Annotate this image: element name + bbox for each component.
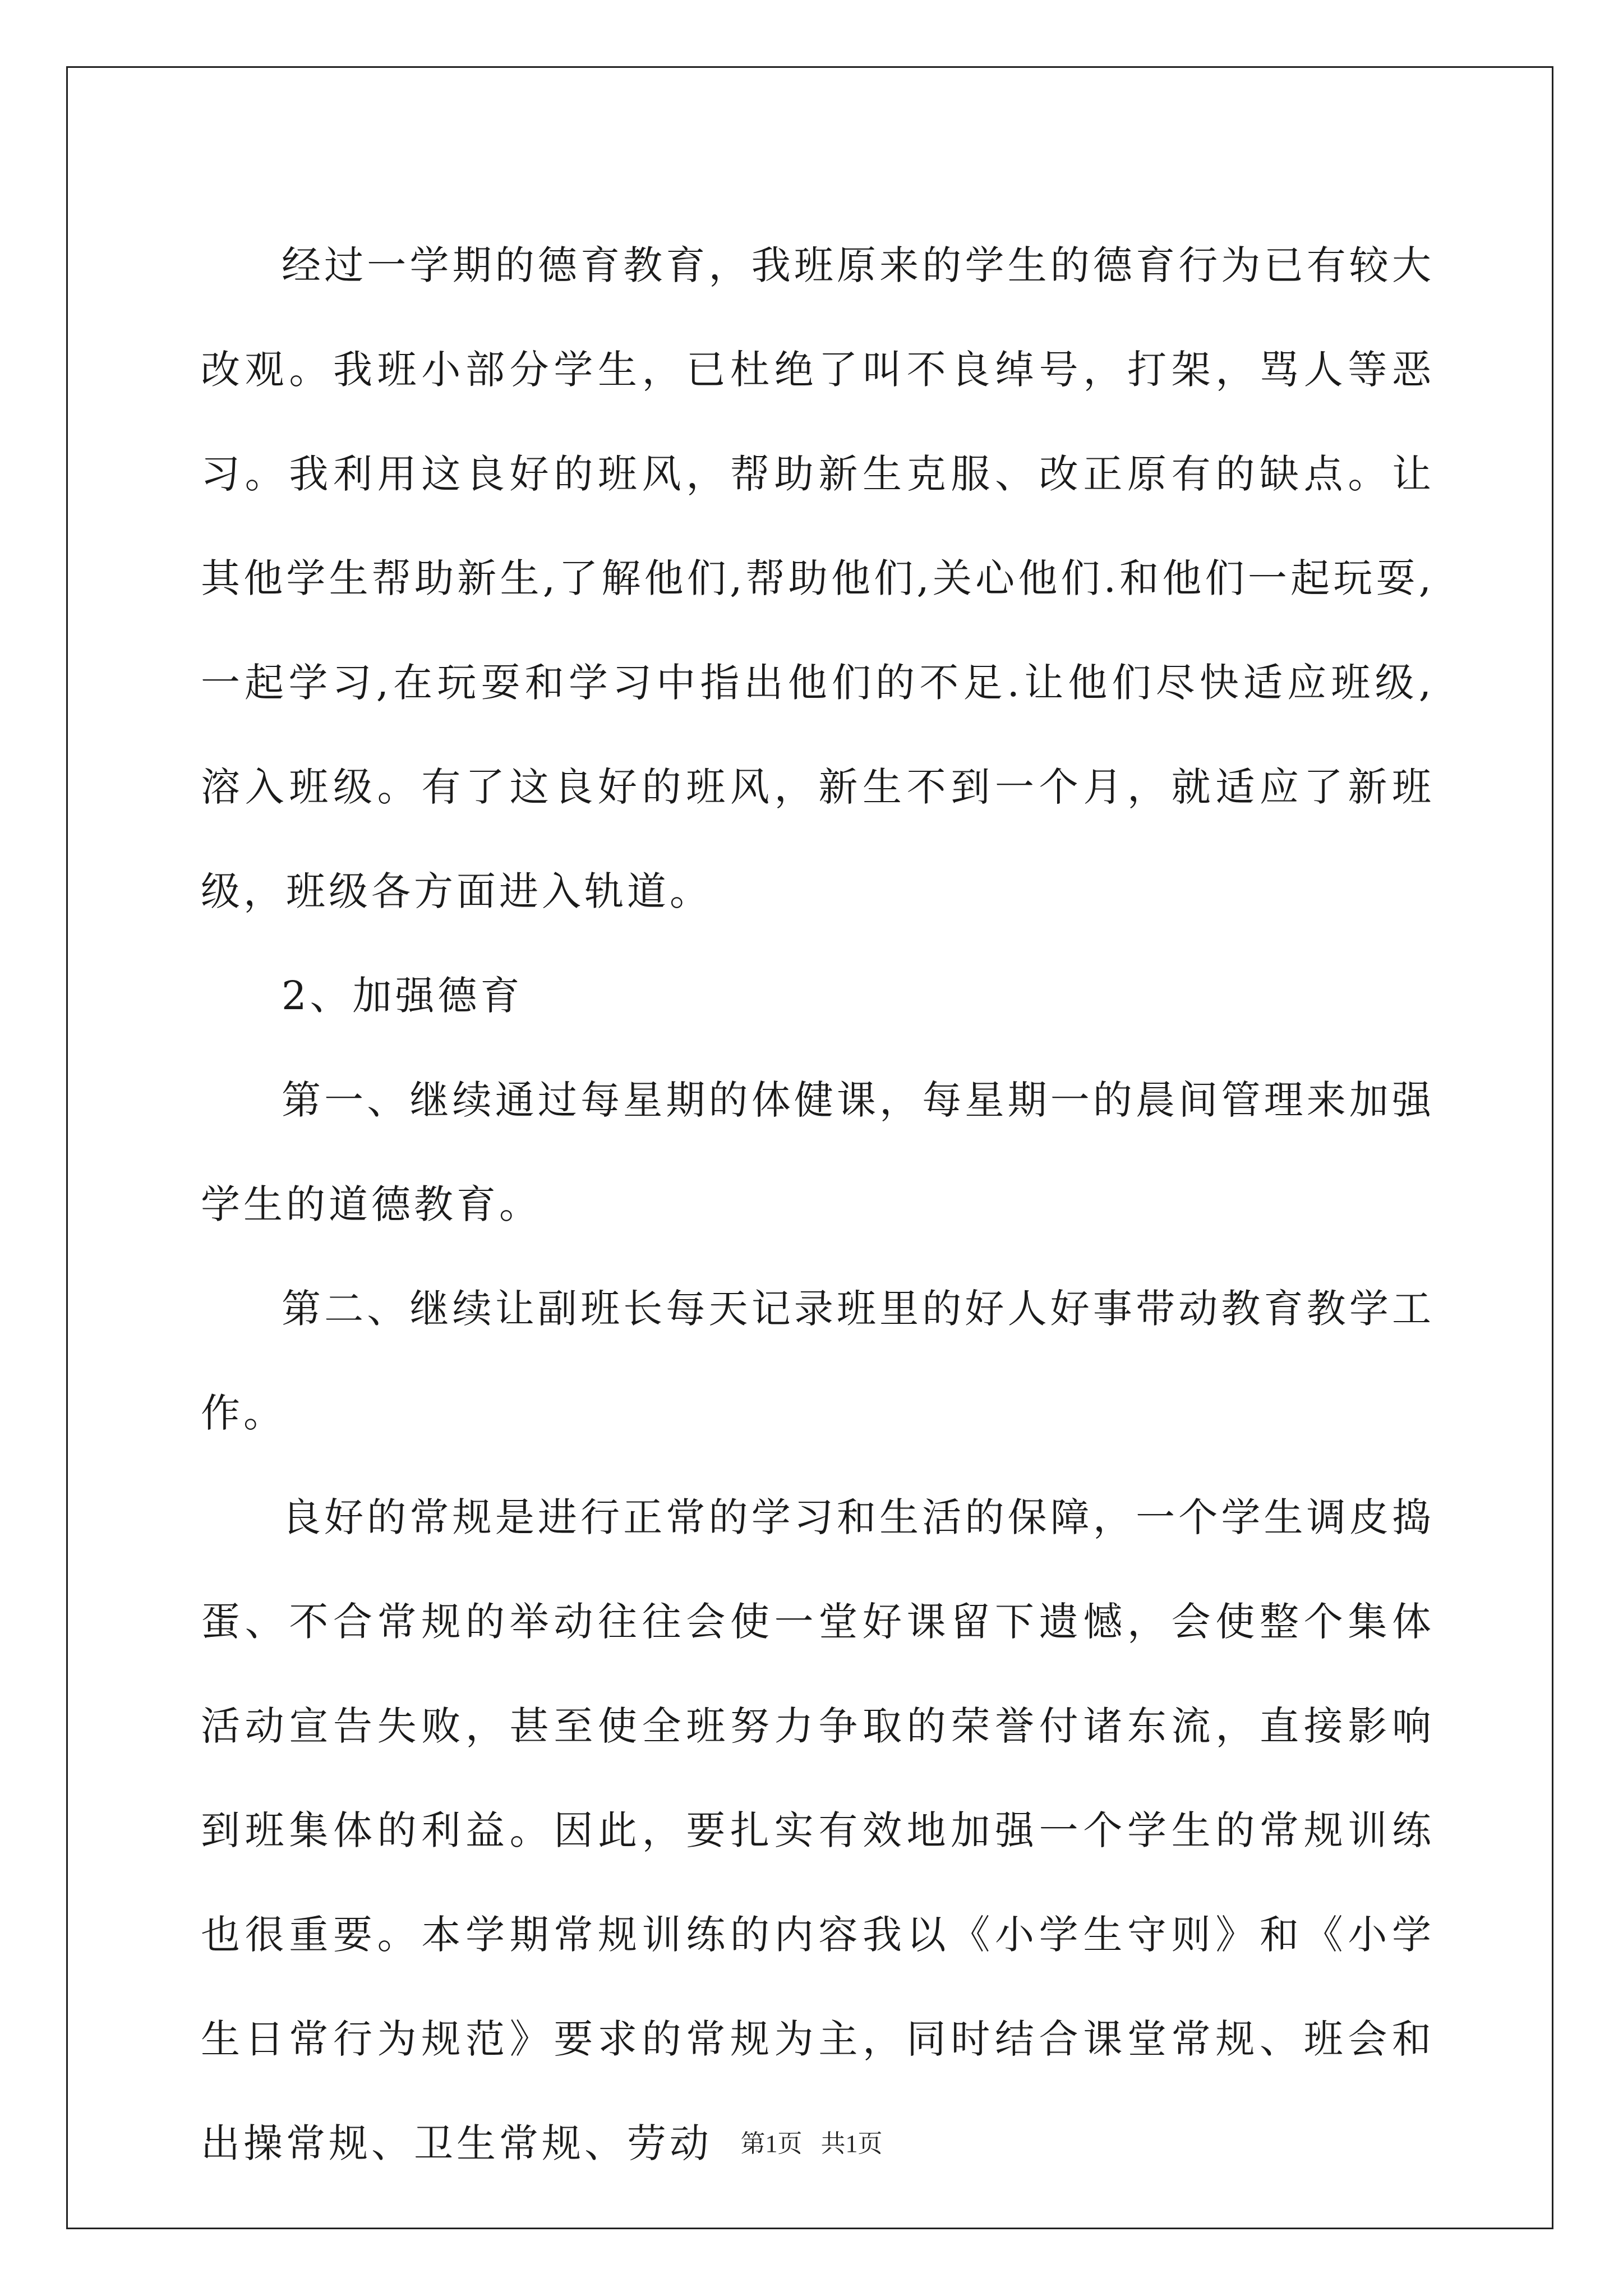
section-heading-strengthen-moral-education: 2、加强德育 [282, 973, 523, 1019]
paragraph-first-measure: 第一、继续通过每星期的体健课，每星期一的晨间管理来加强学生的道德教育。 [201, 1077, 1435, 1227]
paragraph-moral-progress: 经过一学期的德育教育，我班原来的学生的德育行为已有较大改观。我班小部分学生，已杜绝了叫不良绰号，打架，骂人等恶习。我利用这良好的班风，帮助新生克服、改正原有的缺点。让其他学生帮助新生,了解他们,帮助他们,关心他们.和他们一起玩耍,一起学习,在玩耍和学习中指出他们的不足.让他们尽快适应班级,溶入班级。有了这良好的班风，新生不到一个月，就适应了新班级，班级各方面进入轨道。 [201, 242, 1435, 914]
paragraph-second-measure: 第二、继续让副班长每天记录班里的好人好事带动教育教学工作。 [201, 1286, 1435, 1436]
page-number-footer: 第1页 共1页 [740, 2130, 883, 2157]
paragraph-routine-training: 良好的常规是进行正常的学习和生活的保障，一个学生调皮捣蛋、不合常规的举动往往会使一堂好课留下遗憾，会使整个集体活动宣告失败，甚至使全班努力争取的荣誉付诸东流，直接影响到班集体的利益。因此，要扎实有效地加强一个学生的常规训练也很重要。本学期常规训练的内容我以《小学生守则》和《小学生日常行为规范》要求的常规为主，同时结合课堂常规、班会和出操常规、卫生常规、劳动 [201, 1494, 1435, 2166]
document-body [201, 213, 1435, 2196]
